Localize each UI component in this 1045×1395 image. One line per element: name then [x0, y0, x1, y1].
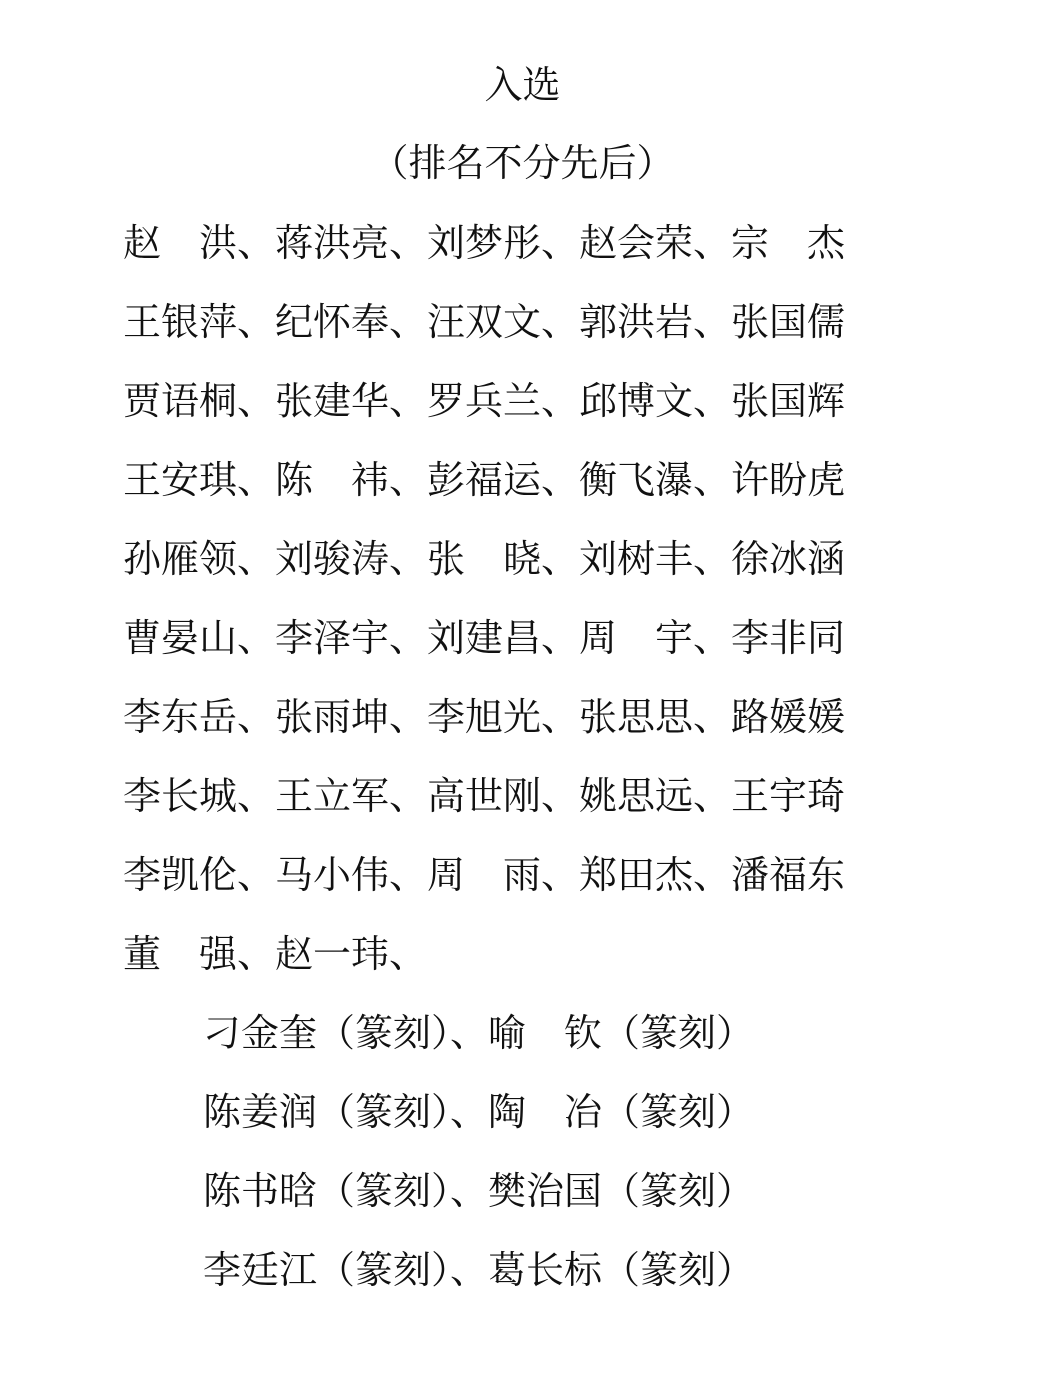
- seal-name-line: 陈书晗（篆刻）、樊治国（篆刻）: [203, 1169, 755, 1213]
- name-line: 李东岳、张雨坤、李旭光、张思思、路媛媛: [123, 695, 846, 739]
- seal-name-line: 刁金奎（篆刻）、喻 钦（篆刻）: [203, 1011, 755, 1055]
- seal-name-line: 陈姜润（篆刻）、陶 冶（篆刻）: [203, 1090, 755, 1134]
- name-line: 李凯伦、马小伟、周 雨、郑田杰、潘福东: [123, 853, 846, 897]
- page-subtitle: （排名不分先后）: [370, 141, 675, 185]
- page-title: 入选: [484, 63, 561, 107]
- name-line: 赵 洪、蒋洪亮、刘梦彤、赵会荣、宗 杰: [123, 221, 846, 265]
- name-line: 贾语桐、张建华、罗兵兰、邱博文、张国辉: [123, 379, 846, 423]
- name-line: 王银萍、纪怀奉、汪双文、郭洪岩、张国儒: [123, 300, 846, 344]
- name-line: 曹晏山、李泽宇、刘建昌、周 宇、李非同: [123, 616, 846, 660]
- seal-name-line: 李廷江（篆刻）、葛长标（篆刻）: [203, 1248, 755, 1292]
- name-line: 孙雁领、刘骏涛、张 晓、刘树丰、徐冰涵: [123, 537, 846, 581]
- name-line: 董 强、赵一玮、: [123, 932, 428, 976]
- name-line: 李长城、王立军、高世刚、姚思远、王宇琦: [123, 774, 846, 818]
- name-line: 王安琪、陈 祎、彭福运、衡飞瀑、许盼虎: [123, 458, 846, 502]
